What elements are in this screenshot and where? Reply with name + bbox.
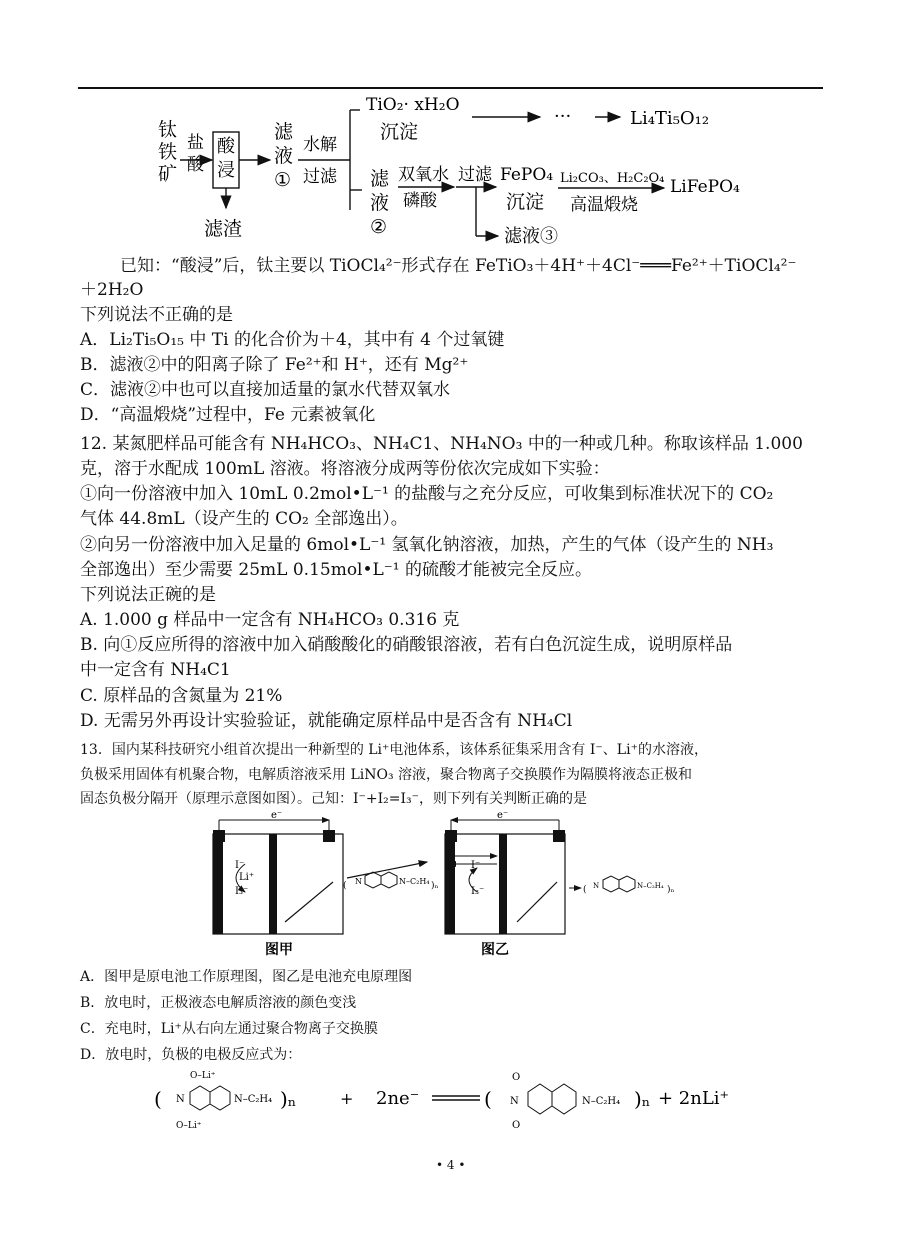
svg-text:)ₙ: )ₙ	[634, 1087, 651, 1111]
q13-line1: 13．国内某科技研究小组首次提出一种新型的 Li⁺电池体系，该体系征集采用含有 I⁻、Li⁺的水溶液，	[80, 742, 708, 758]
svg-text:图乙: 图乙	[481, 942, 509, 958]
svg-text:钛铁矿: 钛铁矿	[158, 119, 178, 185]
header-rule	[78, 87, 823, 89]
svg-text:盐酸: 盐酸	[187, 133, 204, 175]
svg-text:(: (	[154, 1087, 162, 1111]
page-number: • 4 •	[436, 1158, 466, 1172]
svg-text:酸浸: 酸浸	[217, 136, 235, 181]
svg-text:N: N	[355, 877, 362, 886]
li2co3-label	[560, 171, 664, 186]
filter-label	[458, 165, 493, 185]
svg-text:N: N	[176, 1094, 185, 1105]
svg-text:I₃⁻: I₃⁻	[235, 886, 249, 897]
filtrate1-label	[274, 121, 294, 191]
filtrate2-label	[370, 168, 390, 238]
svg-text:N–C₂H₄: N–C₂H₄	[234, 1094, 273, 1105]
li4ti5o12-label	[630, 108, 709, 129]
svg-text:O–Li⁺: O–Li⁺	[176, 1121, 202, 1131]
svg-text:N–C₂H₄: N–C₂H₄	[637, 882, 664, 890]
q12-line2: 克，溶于水配成 100mL 溶液。将溶液分成两等份依次完成如下实验：	[80, 459, 610, 479]
svg-text:磷酸: 磷酸	[403, 191, 437, 211]
svg-text:LiFePO₄: LiFePO₄	[670, 177, 740, 197]
q13-line2: 负极采用固体有机聚合物，电解质溶液采用 LiNO₃ 溶液，聚合物离子交换膜作为隔膜将液态正极和	[80, 767, 693, 783]
svg-text:I⁻: I⁻	[471, 860, 481, 871]
q11-option-d: D．“高温煅烧”过程中，Fe 元素被氧化	[80, 405, 376, 425]
calcine-label	[570, 195, 638, 215]
svg-text:)ₙ: )ₙ	[667, 885, 675, 895]
svg-text:水解: 水解	[303, 135, 337, 155]
svg-text:N: N	[510, 1096, 519, 1107]
q12-option-c: C. 原样品的含氮量为 21%	[80, 686, 283, 706]
acid-reagent-label	[187, 133, 205, 175]
svg-text:滤液②: 滤液 ②	[370, 168, 390, 238]
svg-text:(: (	[484, 1087, 492, 1111]
svg-text:N–C₂H₄: N–C₂H₄	[582, 1096, 621, 1107]
svg-text:图甲: 图甲	[265, 942, 293, 958]
svg-text:+: +	[340, 1089, 354, 1108]
svg-text:O–Li⁺: O–Li⁺	[190, 1071, 216, 1081]
q13-option-d: D．放电时，负极的电极反应式为：	[80, 1047, 302, 1063]
svg-text:滤液③: 滤液③	[504, 226, 558, 247]
svg-text:滤液①: 滤液 ①	[274, 121, 294, 191]
q12-line3: ①向一份溶液中加入 10mL 0.2mol•L⁻¹ 的盐酸与之充分反应，可收集到标准状况下的 CO₂	[80, 484, 774, 504]
q13-option-a: A．图甲是原电池工作原理图，图乙是电池充电原理图	[80, 969, 413, 985]
q13-option-b: B．放电时，正极液态电解质溶液的颜色变浅	[80, 995, 357, 1011]
svg-text:Li₂CO₃、H₂C₂O₄: Li₂CO₃、H₂C₂O₄	[560, 171, 665, 186]
q11-stem: 下列说法不正确的是	[80, 305, 233, 325]
svg-text:O: O	[512, 1120, 521, 1131]
product-polymer	[484, 1072, 650, 1131]
q11-known-cont: ＋2H₂O	[80, 280, 144, 300]
svg-text:···: ···	[554, 106, 572, 127]
svg-text:(: (	[583, 885, 587, 895]
svg-text:e⁻: e⁻	[497, 812, 509, 821]
acid-leach-label	[217, 136, 236, 181]
q11-option-a: A．Li₂Ti₅O₁₅ 中 Ti 的化合价为＋4，其中有 4 个过氧键	[80, 330, 505, 350]
svg-text:N: N	[593, 882, 600, 890]
q12-stem: 下列说法正碗的是	[80, 585, 216, 605]
svg-text:)ₙ: )ₙ	[431, 881, 439, 891]
svg-text:沉淀: 沉淀	[380, 121, 419, 143]
svg-text:Li₄Ti₅O₁₂: Li₄Ti₅O₁₂	[630, 108, 710, 129]
svg-text:2ne⁻: 2ne⁻	[376, 1088, 420, 1109]
q12-line4: 气体 44.8mL（设产生的 CO₂ 全部逸出）。	[80, 509, 408, 529]
q13-option-c: C．充电时，Li⁺从右向左通过聚合物离子交换膜	[80, 1021, 378, 1037]
svg-text:过滤: 过滤	[303, 167, 337, 187]
svg-text:)ₙ: )ₙ	[280, 1087, 297, 1111]
q11-known: 已知：“酸浸”后，钛主要以 TiOCl₄²⁻形式存在 FeTiO₃＋4H⁺＋4Cl⁻═══Fe²⁺＋TiOCl₄²⁻	[120, 256, 797, 276]
electrode-equation	[150, 1066, 770, 1136]
cell-yi	[445, 812, 565, 934]
filtrate3-label	[504, 226, 558, 247]
svg-text:O: O	[512, 1072, 521, 1083]
q12-line1: 12. 某氮肥样品可能含有 NH₄HCO₃、NH₄C1、NH₄NO₃ 中的一种或几种。称取该样品 1.000	[80, 434, 803, 454]
q11-option-c: C．滤液②中也可以直接加适量的氯水代替双氧水	[80, 380, 451, 400]
raw-material-label	[158, 119, 177, 185]
svg-text:N–C₂H₄: N–C₂H₄	[399, 877, 430, 886]
cell-jia	[213, 812, 343, 934]
q13-line3: 固态负极分隔开（原理示意图如图）。己知：I⁻+I₂=I₃⁻，则下列有关判断正确的是	[80, 791, 588, 807]
fepo4-ppt-label	[506, 191, 544, 213]
q11-option-b: B．滤液②中的阳离子除了 Fe²⁺和 H⁺，还有 Mg²⁺	[80, 355, 469, 375]
battery-diagram	[205, 812, 695, 962]
svg-text:TiO₂· xH₂O: TiO₂· xH₂O	[366, 95, 460, 115]
svg-text:Li⁺: Li⁺	[239, 872, 255, 883]
q12-line5: ②向另一份溶液中加入足量的 6mol•L⁻¹ 氢氧化钠溶液，加热，产生的气体（设产生的 NH₃	[80, 535, 774, 555]
svg-text:过滤: 过滤	[458, 165, 492, 185]
reactant-polymer	[154, 1071, 296, 1131]
svg-text:滤渣: 滤渣	[204, 218, 243, 240]
tio2-label	[366, 95, 460, 115]
lifepo4-label	[670, 177, 740, 197]
fepo4-label	[500, 165, 553, 185]
svg-text:沉淀: 沉淀	[506, 191, 545, 213]
tio2-ppt-label	[380, 121, 418, 143]
q12-option-d: D. 无需另外再设计实验验证，就能确定原样品中是否含有 NH₄Cl	[80, 711, 573, 731]
process-flowchart	[140, 90, 790, 250]
h2o2-label	[398, 165, 449, 211]
svg-text:(: (	[343, 881, 347, 891]
svg-text:I₃⁻: I₃⁻	[471, 886, 485, 897]
q12-option-b-cont: 中一定含有 NH₄C1	[80, 660, 231, 680]
q12-option-a: A. 1.000 g 样品中一定含有 NH₄HCO₃ 0.316 克	[80, 610, 460, 630]
q12-option-b: B. 向①反应所得的溶液中加入硝酸酸化的硝酸银溶液，若有白色沉淀生成，说明原样品	[80, 635, 733, 655]
svg-text:+ 2nLi⁺: + 2nLi⁺	[658, 1088, 730, 1109]
polymer-structure-right	[583, 876, 675, 895]
hydrolysis-label	[303, 135, 338, 187]
svg-text:I⁻: I⁻	[235, 860, 245, 871]
q12-line6: 全部逸出）至少需要 25mL 0.15mol•L⁻¹ 的硫酸才能被完全反应。	[80, 560, 592, 580]
svg-text:FePO₄: FePO₄	[500, 165, 554, 185]
polymer-structure-left	[343, 872, 439, 891]
ellipsis-label	[554, 106, 571, 127]
svg-text:高温煅烧: 高温煅烧	[570, 195, 638, 215]
svg-text:双氧水: 双氧水	[398, 165, 449, 185]
residue-label	[204, 218, 242, 240]
svg-text:e⁻: e⁻	[271, 812, 283, 821]
